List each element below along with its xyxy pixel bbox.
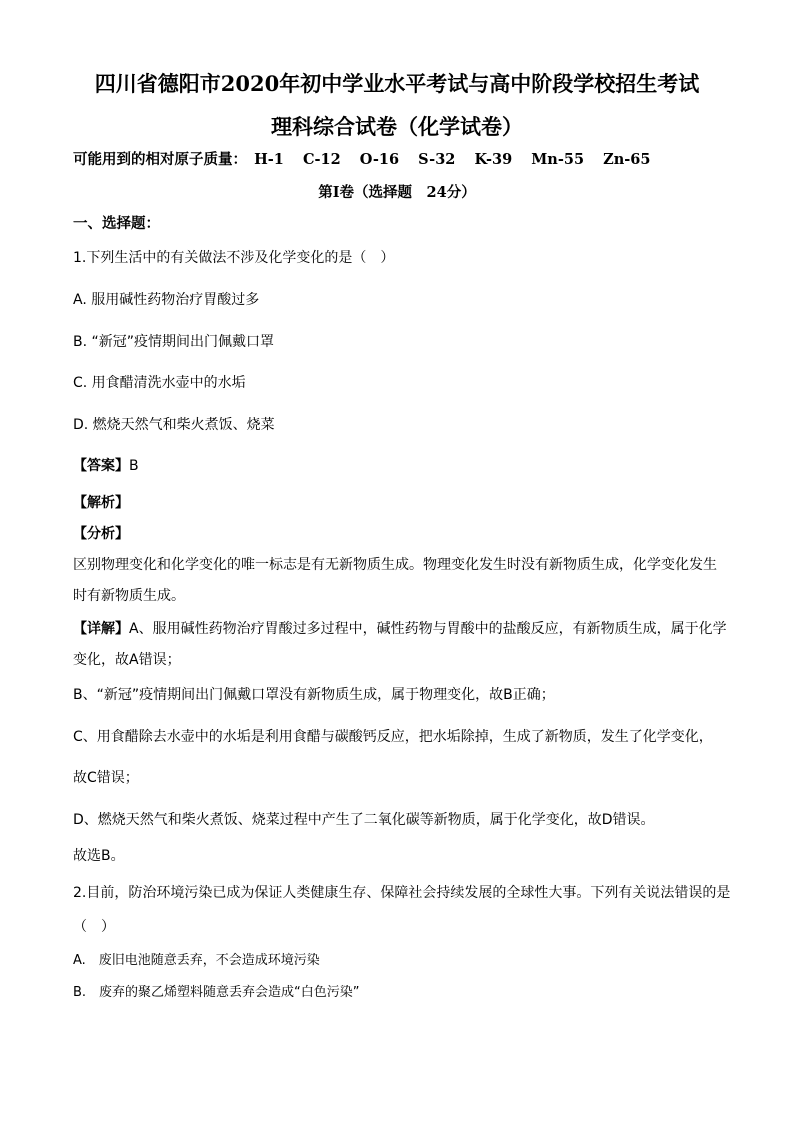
detail-tag: 【详解】	[73, 621, 129, 637]
fenxi-text-2: 时有新物质生成。	[73, 588, 185, 604]
atomic-mass-zn: Zn-65	[603, 151, 651, 168]
detail-c-2: 故C错误；	[73, 770, 139, 786]
fenxi-text-1: 区别物理变化和化学变化的唯一标志是有无新物质生成。物理变化发生时没有新物质生成，化学变化发生	[73, 557, 717, 573]
analysis-tag: 【解析】	[73, 495, 129, 511]
q2-stem-1: 2.目前，防治环境污染已成为保证人类健康生存、保障社会持续发展的全球性大事。下列有关说法错误的是	[73, 885, 731, 901]
detail-b: B、“新冠”疫情期间出门佩戴口罩没有新物质生成，属于物理变化，故B正确；	[73, 687, 555, 703]
q1-answer	[73, 456, 139, 476]
q2-stem-2: （ ）	[73, 919, 115, 935]
atomic-mass-mn: Mn-55	[531, 151, 585, 168]
volume-heading: 第Ⅰ卷（选择题 24分）	[318, 184, 476, 201]
q1-option-b: B. “新冠”疫情期间出门佩戴口罩	[73, 334, 275, 350]
atomic-mass-c: C-12	[302, 151, 341, 168]
fenxi-tag: 【分析】	[73, 526, 129, 542]
atomic-mass-s: S-32	[418, 151, 456, 168]
answer-tag: 【答案】	[73, 458, 129, 474]
q2-option-b: B. 废弃的聚乙烯塑料随意丢弃会造成“白色污染”	[73, 985, 360, 1000]
q1-stem: 1.下列生活中的有关做法不涉及化学变化的是（ ）	[73, 250, 395, 266]
detail-c-1: C、用食醋除去水壶中的水垢是利用食醋与碳酸钙反应，把水垢除掉，生成了新物质，发生了化学变化，	[73, 729, 713, 745]
q2-option-a: A. 废旧电池随意丢弃，不会造成环境污染	[73, 953, 320, 968]
detail-a-text: A、服用碱性药物治疗胃酸过多过程中，碱性药物与胃酸中的盐酸反应，有新物质生成，属于化学	[129, 621, 727, 637]
atomic-mass-k: K-39	[474, 151, 513, 168]
q1-option-c: C. 用食醋清洗水壶中的水垢	[73, 375, 246, 391]
atomic-mass-label: 可能用到的相对原子质量：	[73, 151, 247, 168]
atomic-mass-o: O-16	[359, 151, 400, 168]
answer-value: B	[129, 458, 139, 474]
atomic-mass-line	[73, 150, 664, 170]
exam-title: 四川省德阳市2020年初中学业水平考试与高中阶段学校招生考试	[94, 71, 700, 96]
detail-a-1	[73, 619, 727, 639]
atomic-mass-h: H-1	[254, 151, 284, 168]
q1-conclusion: 故选B。	[73, 848, 125, 864]
detail-d: D、燃烧天然气和柴火煮饭、烧菜过程中产生了二氧化碳等新物质，属于化学变化，故D错误。	[73, 812, 655, 828]
detail-a-2: 变化，故A错误；	[73, 652, 181, 668]
exam-subtitle: 理科综合试卷（化学试卷）	[271, 114, 523, 139]
section-heading: 一、选择题：	[73, 215, 160, 232]
q1-option-d: D. 燃烧天然气和柴火煮饭、烧菜	[73, 417, 275, 433]
q1-option-a: A. 服用碱性药物治疗胃酸过多	[73, 292, 260, 308]
